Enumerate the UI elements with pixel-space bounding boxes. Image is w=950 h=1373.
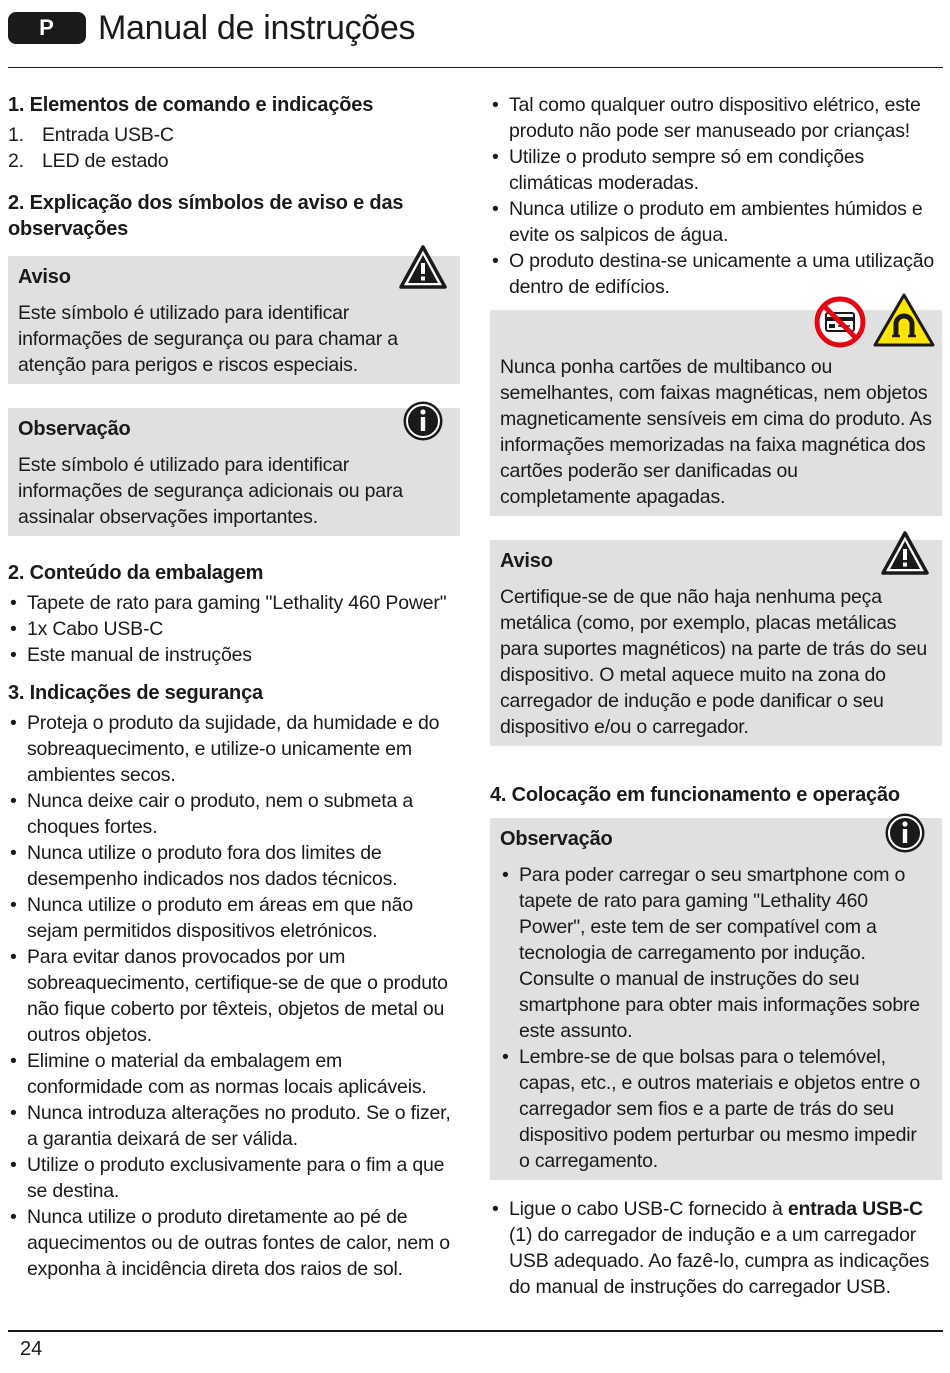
list-item — [490, 1196, 942, 1300]
safety-list — [8, 710, 460, 1282]
left-column — [8, 92, 460, 1294]
list-item: • O produto destina-se unicamente a uma utilização dentro de edifícios. — [490, 248, 942, 300]
list-item: • Utilize o produto sempre só em condições climáticas moderadas. — [490, 144, 942, 196]
item-text-pre: Ligue o cabo USB-C fornecido à — [509, 1198, 788, 1220]
section-title-package: 2. Conteúdo da embalagem — [8, 562, 264, 584]
warning-box — [8, 256, 460, 384]
box-text: Este símbolo é utilizado para identificar informações de segurança adicionais ou para assinalar observações importantes. — [18, 454, 403, 528]
section-title-controls: 1. Elementos de comando e indicações — [8, 94, 374, 116]
box-title: Observação — [18, 418, 131, 440]
list-item: • Este manual de instruções — [8, 642, 460, 668]
list-item: • Nunca utilize o produto diretamente ao pé de aquecimentos ou de outras fontes de calor, nem o exponha à incidência direta dos raios de sol. — [8, 1204, 460, 1282]
item-text: Entrada USB-C — [42, 124, 174, 146]
item-text: LED de estado — [42, 150, 169, 172]
box-title: Aviso — [18, 266, 71, 288]
list-item: • Nunca utilize o produto fora dos limites de desempenho indicados nos dados técnicos. — [8, 840, 460, 892]
no-magnetic-cards-icon — [812, 294, 868, 350]
section-title-symbols: 2. Explicação dos símbolos de aviso e das observações — [8, 192, 404, 240]
warning-box — [490, 540, 942, 746]
warning-triangle-icon — [880, 530, 930, 576]
item-text-post: (1) do carregador de indução e a um carregador USB adequado. Ao fazê-lo, cumpra as indicações do manual de instruções do carregador USB. — [509, 1224, 930, 1298]
item-text-bold: entrada USB-C — [787, 1198, 923, 1220]
warning-triangle-icon — [398, 244, 448, 290]
info-icon — [402, 400, 444, 442]
page-header — [8, 10, 415, 46]
footer-divider — [8, 1330, 943, 1332]
box-title: Aviso — [500, 550, 553, 572]
language-badge: P — [8, 12, 86, 44]
section-title-operation: 4. Colocação em funcionamento e operação — [490, 784, 900, 806]
list-item: • Lembre-se de que bolsas para o telemóvel, capas, etc., e outros materiais e objetos entre o carregador sem fios e a parte de trás do seu dispositivo podem perturbar ou mesmo impedir o carregamento. — [500, 1044, 932, 1174]
safety-list-continued — [490, 92, 942, 300]
info-icon — [884, 812, 926, 854]
item-number: 1. — [8, 124, 24, 146]
box-text: Nunca ponha cartões de multibanco ou semelhantes, com faixas magnéticas, nem objetos magneticamente sensíveis em cima do produto. As informações memorizadas na faixa magnética dos cartões poderão ser danificadas ou completamente apagadas. — [500, 356, 932, 508]
list-item: • Nunca utilize o produto em ambientes húmidos e evite os salpicos de água. — [490, 196, 942, 248]
list-item: • Nunca utilize o produto em áreas em que não sejam permitidos dispositivos eletrónicos. — [8, 892, 460, 944]
box-title: Observação — [500, 828, 613, 850]
note-box — [8, 408, 460, 536]
list-item: • Nunca introduza alterações no produto. Se o fizer, a garantia deixará de ser válida. — [8, 1100, 460, 1152]
package-list — [8, 590, 460, 668]
right-column — [490, 92, 942, 1312]
section-title-safety: 3. Indicações de segurança — [8, 682, 263, 704]
operation-list — [490, 1196, 942, 1300]
list-item: • Utilize o produto exclusivamente para o fim a que se destina. — [8, 1152, 460, 1204]
list-item: • Para poder carregar o seu smartphone com o tapete de rato para gaming "Lethality 460 Power", este tem de ser compatível com a tecnologia de carregamento por indução. Consulte o manual de instruções do seu smartphone para obter mais informações sobre este assunto. — [500, 862, 932, 1044]
list-item: • Para evitar danos provocados por um sobreaquecimento, certifique-se de que o produto não fique coberto por têxteis, objetos de metal ou outros objetos. — [8, 944, 460, 1048]
header-divider — [8, 67, 943, 68]
list-item: • Elimine o material da embalagem em conformidade com as normas locais aplicáveis. — [8, 1048, 460, 1100]
list-item: • Tapete de rato para gaming "Lethality 460 Power" — [8, 590, 460, 616]
item-number: 2. — [8, 150, 24, 172]
magnetic-warning-box — [490, 310, 942, 516]
box-text: Certifique-se de que não haja nenhuma peça metálica (como, por exemplo, placas metálicas para suportes magnéticos) na parte de trás do seu dispositivo. O metal aquece muito na zona do carregador de indução e pode danificar o seu dispositivo e/ou o carregador. — [500, 586, 928, 738]
document-title: Manual de instruções — [98, 9, 416, 47]
list-item: • 1x Cabo USB-C — [8, 616, 460, 642]
list-item — [8, 148, 460, 174]
list-item: • Nunca deixe cair o produto, nem o submeta a choques fortes. — [8, 788, 460, 840]
list-item: • Tal como qualquer outro dispositivo elétrico, este produto não pode ser manuseado por crianças! — [490, 92, 942, 144]
note-list — [500, 862, 932, 1174]
magnetic-field-warning-icon — [872, 292, 936, 348]
box-text: Este símbolo é utilizado para identificar informações de segurança ou para chamar a atenção para perigos e riscos especiais. — [18, 302, 398, 376]
list-item — [8, 122, 460, 148]
list-item: • Proteja o produto da sujidade, da humidade e do sobreaquecimento, e utilize-o unicamente em ambientes secos. — [8, 710, 460, 788]
note-box — [490, 818, 942, 1180]
controls-list — [8, 122, 460, 174]
page-number: 24 — [20, 1338, 43, 1360]
